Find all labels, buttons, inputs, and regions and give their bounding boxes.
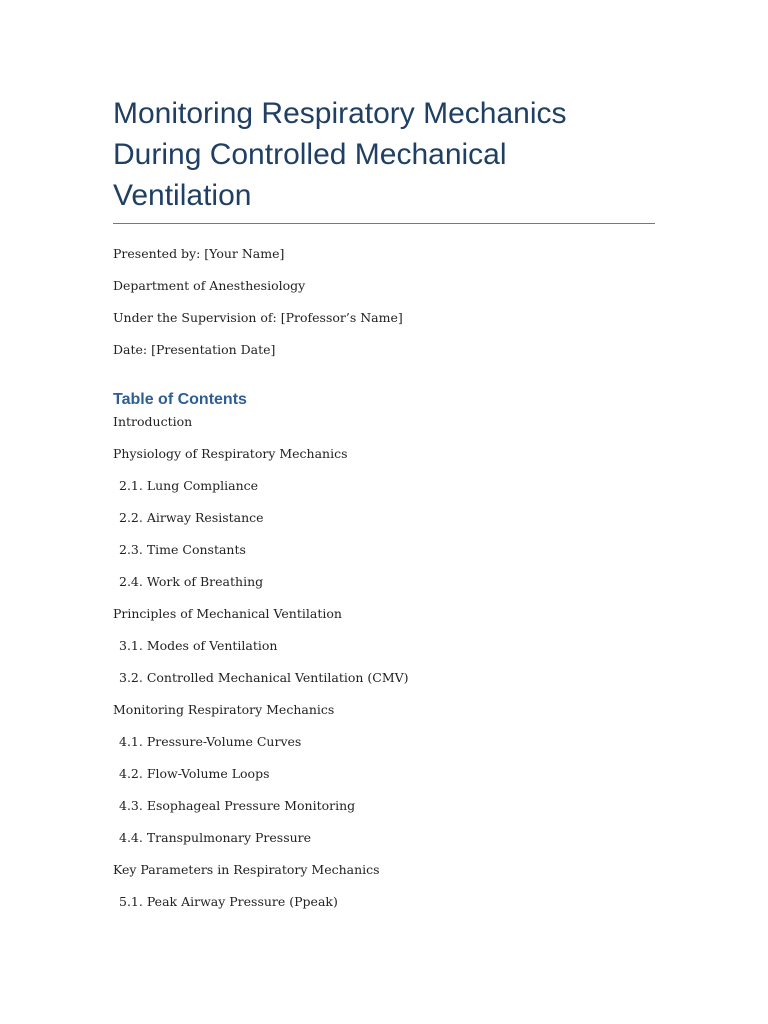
toc-item: 5.1. Peak Airway Pressure (Ppeak): [119, 894, 338, 909]
toc-item: Principles of Mechanical Ventilation: [113, 606, 342, 621]
toc-item: 3.1. Modes of Ventilation: [119, 638, 278, 653]
toc-item: 2.3. Time Constants: [119, 542, 246, 557]
title-divider: [113, 223, 655, 224]
toc-item: 4.2. Flow-Volume Loops: [119, 766, 270, 781]
presentation-date: Date: [Presentation Date]: [113, 342, 276, 357]
title-line: Ventilation: [113, 179, 252, 212]
toc-item: 4.4. Transpulmonary Pressure: [119, 830, 312, 845]
toc-item: 2.2. Airway Resistance: [119, 510, 264, 525]
table-of-contents: [113, 412, 655, 924]
toc-item: 4.3. Esophageal Pressure Monitoring: [119, 798, 356, 813]
title-line: Monitoring Respiratory Mechanics: [113, 97, 567, 130]
toc-item: 2.1. Lung Compliance: [119, 478, 259, 493]
presenter-info: [113, 244, 655, 372]
toc-item: Introduction: [113, 414, 193, 429]
department: Department of Anesthesiology: [113, 278, 306, 293]
toc-item: 3.2. Controlled Mechanical Ventilation (CMV): [119, 670, 409, 685]
supervisor: Under the Supervision of: [Professor’s Name]: [113, 310, 403, 325]
toc-item: 2.4. Work of Breathing: [119, 574, 264, 589]
document-title: [113, 93, 655, 216]
toc-item: Monitoring Respiratory Mechanics: [113, 702, 335, 717]
toc-heading: Table of Contents: [113, 391, 247, 408]
title-line: During Controlled Mechanical: [113, 138, 507, 171]
toc-item: Key Parameters in Respiratory Mechanics: [113, 862, 380, 877]
toc-item: Physiology of Respiratory Mechanics: [113, 446, 348, 461]
document-page: [113, 93, 655, 924]
presented-by: Presented by: [Your Name]: [113, 246, 285, 261]
toc-item: 4.1. Pressure-Volume Curves: [119, 734, 302, 749]
